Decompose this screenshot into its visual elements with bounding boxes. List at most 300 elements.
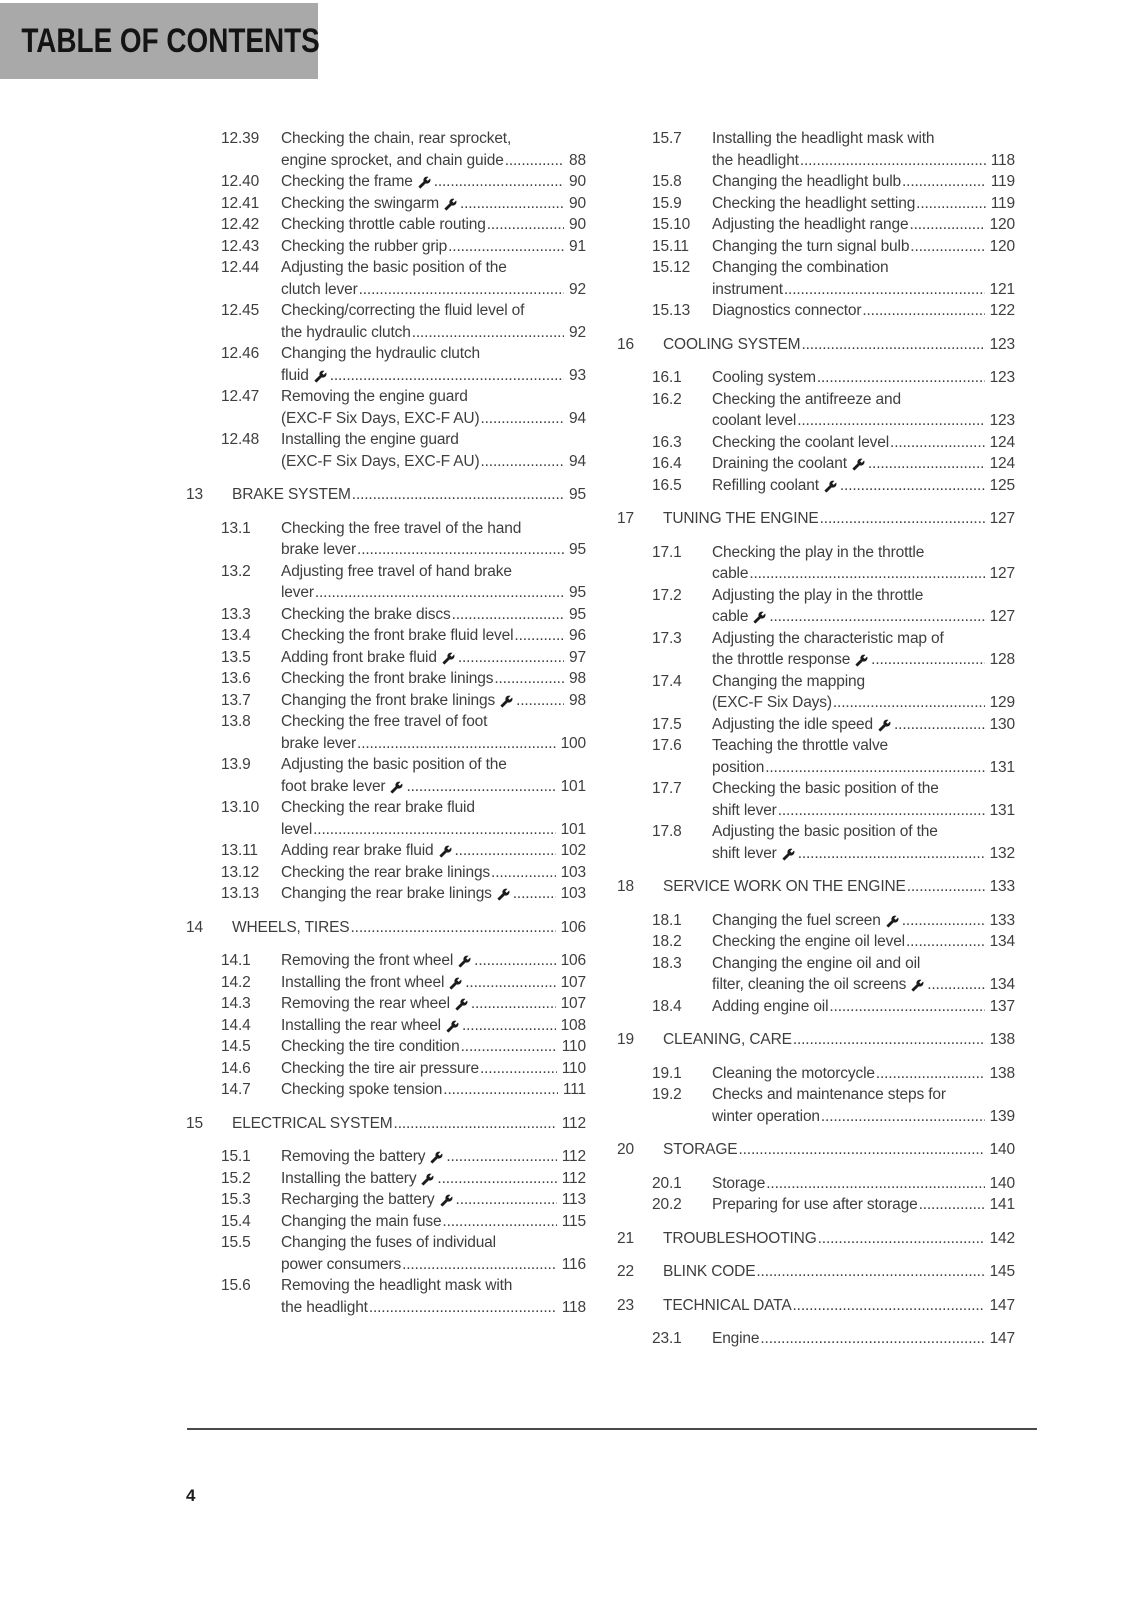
toc-entry-title: Checking/correcting the fluid level of bbox=[281, 302, 525, 319]
dot-leader bbox=[890, 432, 985, 454]
dot-leader bbox=[505, 150, 564, 172]
toc-entry[interactable] bbox=[617, 1228, 1015, 1250]
toc-entry-page: 94 bbox=[569, 452, 586, 470]
dot-leader bbox=[480, 1058, 557, 1080]
toc-entry[interactable] bbox=[617, 453, 1015, 475]
wrench-icon bbox=[455, 998, 468, 1011]
toc-entry-title: Adjusting the play in the throttle bbox=[712, 586, 924, 604]
toc-entry[interactable] bbox=[186, 604, 586, 626]
toc-entry-page: 112 bbox=[561, 1114, 586, 1132]
toc-entry-number: 18.3 bbox=[652, 954, 682, 972]
toc-entry[interactable] bbox=[186, 236, 586, 258]
toc-entry-line bbox=[281, 561, 586, 583]
toc-entry-number: 12.48 bbox=[221, 431, 260, 448]
toc-entry[interactable] bbox=[617, 1261, 1015, 1283]
toc-entry-page: 95 bbox=[569, 541, 586, 558]
toc-entry[interactable] bbox=[617, 389, 1015, 432]
toc-entry-line bbox=[281, 754, 586, 776]
wrench-icon bbox=[440, 1194, 453, 1207]
toc-entry[interactable] bbox=[617, 257, 1015, 300]
toc-entry[interactable] bbox=[186, 1079, 586, 1101]
toc-entry-page: 122 bbox=[989, 302, 1015, 319]
toc-entry-line bbox=[712, 171, 1015, 193]
toc-entry-title: Installing the battery bbox=[281, 1169, 417, 1187]
toc-entry-line bbox=[281, 322, 586, 344]
wrench-icon bbox=[444, 198, 457, 211]
toc-entry-number: 15.3 bbox=[221, 1191, 251, 1208]
toc-entry[interactable] bbox=[186, 300, 586, 343]
toc-entry[interactable] bbox=[186, 862, 586, 884]
toc-entry-number: 15 bbox=[186, 1114, 203, 1132]
toc-column-left bbox=[186, 128, 586, 1318]
toc-entry-body bbox=[281, 668, 586, 690]
toc-entry-line bbox=[281, 451, 586, 473]
toc-entry-title: CLEANING, CARE bbox=[663, 1031, 792, 1048]
dot-leader bbox=[480, 408, 564, 430]
toc-entry-page: 138 bbox=[989, 1031, 1015, 1048]
toc-entry[interactable] bbox=[617, 931, 1015, 953]
toc-entry[interactable] bbox=[186, 754, 586, 797]
toc-entry[interactable] bbox=[186, 950, 586, 972]
toc-entry-title: Checking the rear brake fluid bbox=[281, 799, 475, 816]
toc-entry-number: 15.6 bbox=[221, 1277, 251, 1294]
toc-entry-line bbox=[663, 1261, 1015, 1283]
dot-leader bbox=[738, 1139, 984, 1161]
toc-entry[interactable] bbox=[617, 214, 1015, 236]
toc-entry-title: Changing the fuses of individual bbox=[281, 1234, 496, 1251]
toc-entry-body bbox=[712, 671, 1015, 714]
toc-entry-line bbox=[281, 950, 586, 972]
toc-entry-title: Changing the hydraulic clutch bbox=[281, 345, 480, 362]
toc-entry[interactable] bbox=[186, 1275, 586, 1318]
toc-entry-title: SERVICE WORK ON THE ENGINE bbox=[663, 878, 906, 895]
toc-entry-number: 18.4 bbox=[652, 997, 682, 1015]
toc-entry-page: 137 bbox=[989, 997, 1015, 1015]
toc-entry-number: 15.7 bbox=[652, 130, 682, 147]
toc-entry-body bbox=[663, 1228, 1015, 1250]
dot-leader bbox=[829, 996, 984, 1018]
toc-entry-number: 18.2 bbox=[652, 933, 682, 950]
toc-entry-number: 17 bbox=[617, 510, 634, 527]
toc-entry[interactable] bbox=[186, 1168, 586, 1190]
toc-entry-title: Installing the headlight mask with bbox=[712, 130, 935, 147]
toc-entry-number: 17.2 bbox=[652, 586, 682, 604]
toc-entry-title: BLINK CODE bbox=[663, 1263, 756, 1280]
toc-entry-page: 106 bbox=[560, 918, 586, 936]
toc-entry-body bbox=[712, 714, 1015, 736]
toc-entry[interactable] bbox=[617, 1194, 1015, 1216]
toc-entry-number: 16.2 bbox=[652, 390, 682, 408]
toc-entry[interactable] bbox=[617, 1084, 1015, 1127]
toc-entry-page: 131 bbox=[989, 801, 1015, 819]
toc-entry-body bbox=[712, 257, 1015, 300]
toc-entry-line bbox=[712, 193, 1015, 215]
toc-entry[interactable] bbox=[617, 735, 1015, 778]
toc-entry[interactable] bbox=[186, 972, 586, 994]
toc-entry-page: 129 bbox=[989, 694, 1015, 711]
toc-entry-line bbox=[281, 1189, 586, 1211]
toc-entry-body bbox=[712, 585, 1015, 628]
dot-leader bbox=[461, 1036, 557, 1058]
toc-entry[interactable] bbox=[186, 993, 586, 1015]
dot-leader bbox=[460, 193, 564, 215]
toc-entry-title: ELECTRICAL SYSTEM bbox=[232, 1114, 393, 1132]
toc-entry-number: 17.1 bbox=[652, 543, 682, 561]
toc-entry-title: Checking the tire air pressure bbox=[281, 1059, 479, 1077]
toc-entry[interactable] bbox=[617, 236, 1015, 258]
toc-entry-page: 92 bbox=[569, 323, 586, 341]
toc-entry-number: 15.11 bbox=[652, 237, 689, 255]
toc-entry-body bbox=[281, 1036, 586, 1058]
toc-entry[interactable] bbox=[186, 1211, 586, 1233]
toc-entry-title: Adjusting the basic position of the bbox=[281, 756, 507, 773]
toc-entry[interactable] bbox=[617, 1328, 1015, 1350]
toc-entry[interactable] bbox=[617, 1173, 1015, 1195]
toc-entry-line bbox=[281, 171, 586, 193]
toc-entry-title: Adjusting the headlight range bbox=[712, 216, 909, 233]
toc-entry-line bbox=[281, 776, 586, 798]
dot-leader bbox=[394, 1113, 557, 1135]
toc-entry-number: 13.3 bbox=[221, 605, 251, 623]
toc-entry-line bbox=[712, 389, 1015, 411]
toc-entry[interactable] bbox=[617, 778, 1015, 821]
toc-entry-body bbox=[712, 300, 1015, 322]
toc-entry-page: 127 bbox=[989, 510, 1015, 527]
dot-leader bbox=[351, 917, 556, 939]
toc-entry-title: Installing the front wheel bbox=[281, 973, 445, 991]
toc-entry-number: 15.8 bbox=[652, 173, 682, 190]
dot-leader bbox=[442, 1211, 556, 1233]
toc-entry-title: engine sprocket, and chain guide bbox=[281, 151, 504, 169]
toc-entry-page: 123 bbox=[989, 335, 1015, 353]
dot-leader bbox=[862, 300, 984, 322]
toc-entry[interactable] bbox=[617, 300, 1015, 322]
toc-entry-body bbox=[712, 214, 1015, 236]
toc-entry[interactable] bbox=[186, 711, 586, 754]
toc-entry-page: 91 bbox=[569, 237, 586, 255]
toc-entry-body bbox=[281, 840, 586, 862]
toc-entry-body bbox=[712, 475, 1015, 497]
toc-entry-title: (EXC-F Six Days, EXC-F AU) bbox=[281, 452, 480, 470]
toc-entry-line bbox=[281, 236, 586, 258]
toc-entry-line bbox=[281, 214, 586, 236]
toc-entry-line bbox=[712, 910, 1015, 932]
toc-entry-line bbox=[712, 606, 1015, 628]
toc-entry-page: 123 bbox=[989, 369, 1015, 386]
toc-entry[interactable] bbox=[186, 1036, 586, 1058]
toc-entry[interactable] bbox=[617, 171, 1015, 193]
toc-entry[interactable] bbox=[186, 1189, 586, 1211]
toc-entry[interactable] bbox=[617, 714, 1015, 736]
toc-entry[interactable] bbox=[617, 910, 1015, 932]
toc-entry-body bbox=[663, 1261, 1015, 1283]
dot-leader bbox=[480, 451, 564, 473]
toc-entry-line bbox=[712, 953, 1015, 975]
toc-entry-title: Preparing for use after storage bbox=[712, 1196, 918, 1213]
toc-entry[interactable] bbox=[186, 193, 586, 215]
toc-entry-number: 20.2 bbox=[652, 1196, 682, 1213]
toc-entry-title: WHEELS, TIRES bbox=[232, 918, 350, 936]
dot-leader bbox=[406, 776, 555, 798]
toc-entry-body bbox=[281, 343, 586, 386]
toc-entry-line bbox=[663, 1139, 1015, 1161]
toc-entry[interactable] bbox=[617, 367, 1015, 389]
toc-entry-line bbox=[281, 862, 586, 884]
toc-entry[interactable] bbox=[186, 1146, 586, 1168]
dot-leader bbox=[927, 974, 984, 996]
toc-entry[interactable] bbox=[186, 1058, 586, 1080]
toc-entry-line bbox=[712, 300, 1015, 322]
toc-entry-title: foot brake lever bbox=[281, 777, 386, 795]
toc-entry[interactable] bbox=[186, 257, 586, 300]
dot-leader bbox=[793, 1295, 985, 1317]
toc-entry-number: 19.1 bbox=[652, 1064, 682, 1082]
dot-leader bbox=[766, 1173, 984, 1195]
toc-entry-page: 141 bbox=[989, 1196, 1015, 1213]
toc-entry-line bbox=[232, 917, 586, 939]
toc-entry-line bbox=[663, 1228, 1015, 1250]
toc-entry-line bbox=[712, 585, 1015, 607]
toc-entry-title: TUNING THE ENGINE bbox=[663, 510, 819, 527]
toc-entry-title: shift lever bbox=[712, 844, 777, 862]
toc-entry-line bbox=[281, 625, 586, 647]
toc-entry-page: 110 bbox=[561, 1059, 586, 1077]
toc-entry-body bbox=[281, 300, 586, 343]
toc-entry-title: Engine bbox=[712, 1330, 760, 1347]
toc-entry-body bbox=[281, 754, 586, 797]
toc-entry-title: Recharging the battery bbox=[281, 1191, 435, 1208]
toc-entry-title: brake lever bbox=[281, 734, 357, 752]
toc-entry[interactable] bbox=[186, 1015, 586, 1037]
toc-entry-number: 12.39 bbox=[221, 130, 260, 147]
toc-entry-page: 107 bbox=[560, 973, 586, 991]
toc-entry-body bbox=[281, 1146, 586, 1168]
toc-entry-body bbox=[281, 1015, 586, 1037]
toc-entry-number: 16.1 bbox=[652, 369, 682, 386]
toc-entry-body bbox=[712, 389, 1015, 432]
toc-entry-page: 101 bbox=[560, 777, 586, 795]
toc-entry-body bbox=[663, 334, 1015, 356]
toc-entry-line bbox=[281, 1297, 586, 1319]
toc-entry-page: 102 bbox=[560, 842, 586, 859]
toc-entry-number: 18.1 bbox=[652, 911, 682, 929]
toc-entry-title: Adding front brake fluid bbox=[281, 648, 437, 666]
toc-entry-body bbox=[281, 625, 586, 647]
toc-entry[interactable] bbox=[186, 797, 586, 840]
toc-entry[interactable] bbox=[186, 883, 586, 905]
toc-entry[interactable] bbox=[186, 386, 586, 429]
toc-entry[interactable] bbox=[617, 1295, 1015, 1317]
toc-entry-page: 128 bbox=[989, 651, 1015, 668]
footer-divider bbox=[187, 1428, 1037, 1430]
toc-entry[interactable] bbox=[617, 432, 1015, 454]
toc-entry-number: 14.2 bbox=[221, 973, 251, 991]
wrench-icon bbox=[852, 458, 865, 471]
toc-entry-number: 14.4 bbox=[221, 1016, 251, 1034]
toc-entry-line bbox=[281, 343, 586, 365]
toc-entry-body bbox=[281, 193, 586, 215]
toc-entry-page: 90 bbox=[569, 194, 586, 212]
toc-entry-line bbox=[663, 334, 1015, 356]
toc-entry-number: 15.4 bbox=[221, 1212, 251, 1230]
toc-entry-number: 17.5 bbox=[652, 715, 682, 733]
dot-leader bbox=[919, 1194, 985, 1216]
dot-leader bbox=[514, 625, 564, 647]
page-title: TABLE OF CONTENTS bbox=[21, 21, 320, 60]
toc-entry[interactable] bbox=[617, 628, 1015, 671]
toc-entry[interactable] bbox=[617, 585, 1015, 628]
toc-entry-body bbox=[712, 821, 1015, 864]
toc-entry-title: level bbox=[281, 820, 313, 838]
toc-entry-page: 140 bbox=[989, 1141, 1015, 1158]
toc-entry-line bbox=[281, 1015, 586, 1037]
toc-entry-body bbox=[281, 1058, 586, 1080]
toc-entry-title: Refilling coolant bbox=[712, 476, 819, 494]
toc-entry[interactable] bbox=[617, 876, 1015, 898]
toc-entry[interactable] bbox=[186, 625, 586, 647]
toc-entry-body bbox=[281, 883, 586, 905]
toc-entry-body bbox=[281, 257, 586, 300]
dot-leader bbox=[369, 1297, 557, 1319]
toc-entry-body bbox=[281, 690, 586, 712]
toc-entry[interactable] bbox=[617, 1063, 1015, 1085]
dot-leader bbox=[357, 539, 564, 561]
toc-entry-page: 124 bbox=[989, 455, 1015, 472]
toc-entry[interactable] bbox=[186, 668, 586, 690]
toc-entry[interactable] bbox=[186, 840, 586, 862]
toc-entry-body bbox=[663, 1029, 1015, 1051]
toc-entry-title: Checking the front brake linings bbox=[281, 670, 494, 687]
toc-entry-body bbox=[281, 1168, 586, 1190]
toc-entry-number: 14.7 bbox=[221, 1081, 251, 1098]
toc-entry[interactable] bbox=[186, 518, 586, 561]
toc-entry-body bbox=[712, 931, 1015, 953]
toc-entry[interactable] bbox=[186, 171, 586, 193]
toc-entry-title: Removing the front wheel bbox=[281, 952, 454, 969]
toc-entry[interactable] bbox=[186, 561, 586, 604]
toc-entry-page: 145 bbox=[989, 1263, 1015, 1280]
toc-entry-number: 13.6 bbox=[221, 670, 251, 687]
toc-entry-line bbox=[663, 1295, 1015, 1317]
toc-entry-title: Changing the main fuse bbox=[281, 1212, 442, 1230]
toc-entry-line bbox=[281, 257, 586, 279]
toc-entry-title: Checking the headlight setting bbox=[712, 194, 916, 212]
toc-entry-body bbox=[712, 542, 1015, 585]
toc-entry-title: Changing the combination bbox=[712, 259, 889, 276]
dot-leader bbox=[916, 193, 986, 215]
toc-entry[interactable] bbox=[617, 542, 1015, 585]
toc-entry-body bbox=[712, 735, 1015, 778]
toc-entry-line bbox=[663, 876, 1015, 898]
toc-entry[interactable] bbox=[617, 821, 1015, 864]
dot-leader bbox=[315, 582, 564, 604]
dot-leader bbox=[907, 876, 985, 898]
toc-entry-number: 13.8 bbox=[221, 713, 251, 730]
toc-entry[interactable] bbox=[617, 334, 1015, 356]
toc-entry-title: Installing the rear wheel bbox=[281, 1016, 441, 1034]
toc-entry[interactable] bbox=[186, 128, 586, 171]
toc-entry-page: 92 bbox=[569, 280, 586, 298]
toc-entry-number: 20.1 bbox=[652, 1174, 682, 1192]
toc-entry-line bbox=[281, 128, 586, 150]
dot-leader bbox=[760, 1328, 984, 1350]
toc-entry-body bbox=[712, 171, 1015, 193]
toc-entry-title: lever bbox=[281, 584, 314, 601]
toc-entry-body bbox=[712, 367, 1015, 389]
toc-entry-number: 17.3 bbox=[652, 629, 682, 647]
toc-entry-body bbox=[712, 1194, 1015, 1216]
toc-entry-body bbox=[712, 1084, 1015, 1127]
toc-entry-line bbox=[281, 1079, 586, 1101]
toc-entry-page: 120 bbox=[989, 216, 1015, 233]
toc-entry[interactable] bbox=[186, 1113, 586, 1135]
toc-entry[interactable] bbox=[186, 429, 586, 472]
dot-leader bbox=[456, 1189, 557, 1211]
dot-leader bbox=[749, 563, 984, 585]
wrench-icon bbox=[886, 915, 899, 928]
toc-entry[interactable] bbox=[186, 343, 586, 386]
toc-entry-page: 133 bbox=[989, 911, 1015, 929]
toc-entry-title: winter operation bbox=[712, 1107, 820, 1125]
toc-entry-title: Checking the antifreeze and bbox=[712, 390, 901, 408]
toc-entry-title: Checking the free travel of foot bbox=[281, 713, 488, 730]
toc-entry[interactable] bbox=[617, 508, 1015, 530]
toc-entry-page: 108 bbox=[560, 1016, 586, 1034]
toc-entry-title: STORAGE bbox=[663, 1141, 738, 1158]
toc-entry-line bbox=[712, 432, 1015, 454]
toc-entry-body bbox=[281, 950, 586, 972]
toc-entry[interactable] bbox=[186, 214, 586, 236]
toc-entry-page: 130 bbox=[989, 715, 1015, 733]
toc-entry[interactable] bbox=[186, 917, 586, 939]
toc-entry[interactable] bbox=[617, 996, 1015, 1018]
toc-entry-line bbox=[281, 1146, 586, 1168]
toc-entry-number: 17.7 bbox=[652, 780, 682, 797]
toc-entry[interactable] bbox=[617, 1139, 1015, 1161]
dot-leader bbox=[798, 843, 985, 865]
toc-entry-line bbox=[712, 214, 1015, 236]
toc-entry[interactable] bbox=[186, 484, 586, 506]
toc-entry[interactable] bbox=[617, 128, 1015, 171]
toc-entry[interactable] bbox=[186, 1232, 586, 1275]
toc-entry-body bbox=[712, 953, 1015, 996]
dot-leader bbox=[797, 410, 984, 432]
toc-entry-page: 120 bbox=[989, 237, 1015, 255]
toc-entry-title: power consumers bbox=[281, 1255, 402, 1273]
toc-entry-body bbox=[281, 561, 586, 604]
toc-entry[interactable] bbox=[186, 690, 586, 712]
toc-entry[interactable] bbox=[617, 475, 1015, 497]
toc-entry-line bbox=[663, 1029, 1015, 1051]
toc-entry-line bbox=[712, 1063, 1015, 1085]
toc-entry[interactable] bbox=[617, 1029, 1015, 1051]
toc-entry-title: Adjusting the basic position of the bbox=[281, 259, 507, 276]
toc-entry-page: 147 bbox=[989, 1330, 1015, 1347]
page-header bbox=[0, 3, 318, 79]
toc-entry-number: 12.46 bbox=[221, 345, 260, 362]
toc-entry[interactable] bbox=[617, 953, 1015, 996]
toc-entry-line bbox=[281, 1036, 586, 1058]
toc-entry[interactable] bbox=[617, 193, 1015, 215]
toc-entry-title: Adding rear brake fluid bbox=[281, 842, 434, 859]
toc-entry-title: TECHNICAL DATA bbox=[663, 1296, 792, 1314]
toc-entry-line bbox=[712, 475, 1015, 497]
toc-entry[interactable] bbox=[617, 671, 1015, 714]
toc-entry-page: 119 bbox=[990, 194, 1015, 212]
toc-entry[interactable] bbox=[186, 647, 586, 669]
wrench-icon bbox=[878, 719, 891, 732]
dot-leader bbox=[769, 606, 984, 628]
